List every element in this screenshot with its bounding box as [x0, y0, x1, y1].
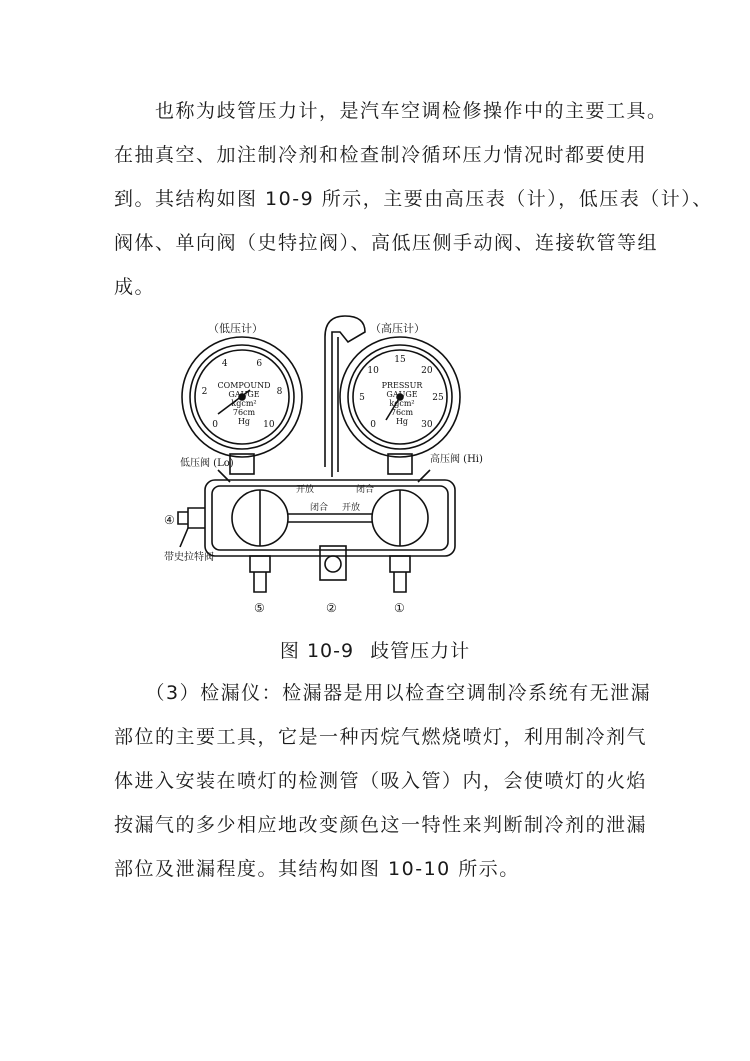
- port-label-2: ②: [326, 601, 337, 615]
- check-valve-label: 带史拉特阀: [164, 552, 214, 563]
- high-valve-label: 高压阀 (Hi): [430, 454, 483, 465]
- high-gauge-face-line: kgcm²: [389, 399, 415, 408]
- low-gauge-face-line: GAUGE: [228, 390, 260, 399]
- low-gauge-tick-label: 10: [263, 419, 275, 430]
- low-gauge-tick-label: 0: [212, 419, 218, 430]
- low-gauge-tick-label: 8: [276, 387, 283, 398]
- paragraph-line: 在抽真空、加注制冷剂和检查制冷循环压力情况时都要使用: [114, 144, 648, 166]
- high-gauge-tick-label: 25: [432, 393, 444, 403]
- high-gauge-tick-label: 5: [359, 393, 365, 403]
- high-gauge-tick-label: 20: [421, 366, 433, 377]
- paragraph-line: 体进入安装在喷灯的检测管（吸入管）内，会使喷灯的火焰: [114, 770, 648, 792]
- high-gauge-face-line: Hg: [395, 417, 409, 426]
- high-gauge-face-text: [382, 381, 424, 426]
- manifold-gauge-figure: [160, 302, 510, 620]
- figure-caption: [0, 636, 750, 663]
- low-valve-label: 低压阀 (Lo): [180, 458, 234, 469]
- port-label-1: ①: [394, 601, 405, 615]
- caption-title: 歧管压力计: [370, 640, 471, 662]
- paragraph-line: 按漏气的多少相应地改变颜色这一特性来判断制冷剂的泄漏: [114, 814, 648, 836]
- high-gauge-tick-label: 15: [394, 355, 406, 365]
- close-label-left: 闭合: [310, 503, 329, 513]
- low-gauge-face-line: COMPOUND: [217, 381, 271, 390]
- low-gauge-face-line: Hg: [237, 417, 251, 426]
- paragraph-line: 部位及泄漏程度。其结构如图 10-10 所示。: [114, 858, 520, 880]
- paragraph-line: 到。其结构如图 10-9 所示，主要由高压表（计），低压表（计）、: [114, 188, 713, 210]
- high-gauge-face-line: 76cm: [390, 408, 414, 417]
- low-gauge-title: （低压计）: [208, 322, 263, 335]
- left-side-fitting: [178, 508, 205, 528]
- caption-number: 图 10-9: [279, 640, 355, 662]
- bottom-fitting-right: [390, 556, 410, 572]
- paragraph-line: 阀体、单向阀（史特拉阀）、高低压侧手动阀、连接软管等组: [114, 232, 659, 254]
- bottom-fitting-center: [320, 546, 346, 580]
- close-label-right: 闭合: [356, 485, 375, 495]
- low-gauge-tick-label: 6: [256, 359, 263, 370]
- high-gauge-face-line: PRESSUR: [381, 381, 423, 390]
- low-gauge-face-line: 76cm: [232, 408, 256, 417]
- low-gauge-tick-label: 2: [201, 387, 208, 398]
- open-label-right: 开放: [342, 503, 361, 513]
- low-gauge-face-line: kgcm²: [231, 399, 257, 408]
- high-gauge-tick-label: 10: [367, 366, 379, 377]
- high-gauge-title: （高压计）: [370, 322, 425, 335]
- high-gauge-face-line: GAUGE: [386, 390, 418, 399]
- paragraph-line: 成。: [114, 276, 156, 298]
- bottom-fitting-left: [250, 556, 270, 572]
- manifold-gauge-drawing: [160, 302, 510, 620]
- open-label-left: 开放: [296, 485, 315, 495]
- paragraph-line: 部位的主要工具，它是一种丙烷气燃烧喷灯，利用制冷剂气: [114, 726, 648, 748]
- valve-body: [205, 480, 455, 556]
- high-gauge-tick-label: 0: [370, 419, 376, 430]
- low-gauge-tick-label: 4: [221, 359, 228, 370]
- internal-passage: [288, 514, 372, 522]
- paragraph-line: 也称为歧管压力计，是汽车空调检修操作中的主要工具。: [114, 100, 668, 122]
- port-label-5: ⑤: [254, 601, 265, 615]
- port-label-4: ④: [164, 513, 175, 527]
- high-gauge-tick-label: 30: [421, 419, 433, 430]
- paragraph-line: （3）检漏仪：检漏器是用以检查空调制冷系统有无泄漏: [114, 682, 652, 704]
